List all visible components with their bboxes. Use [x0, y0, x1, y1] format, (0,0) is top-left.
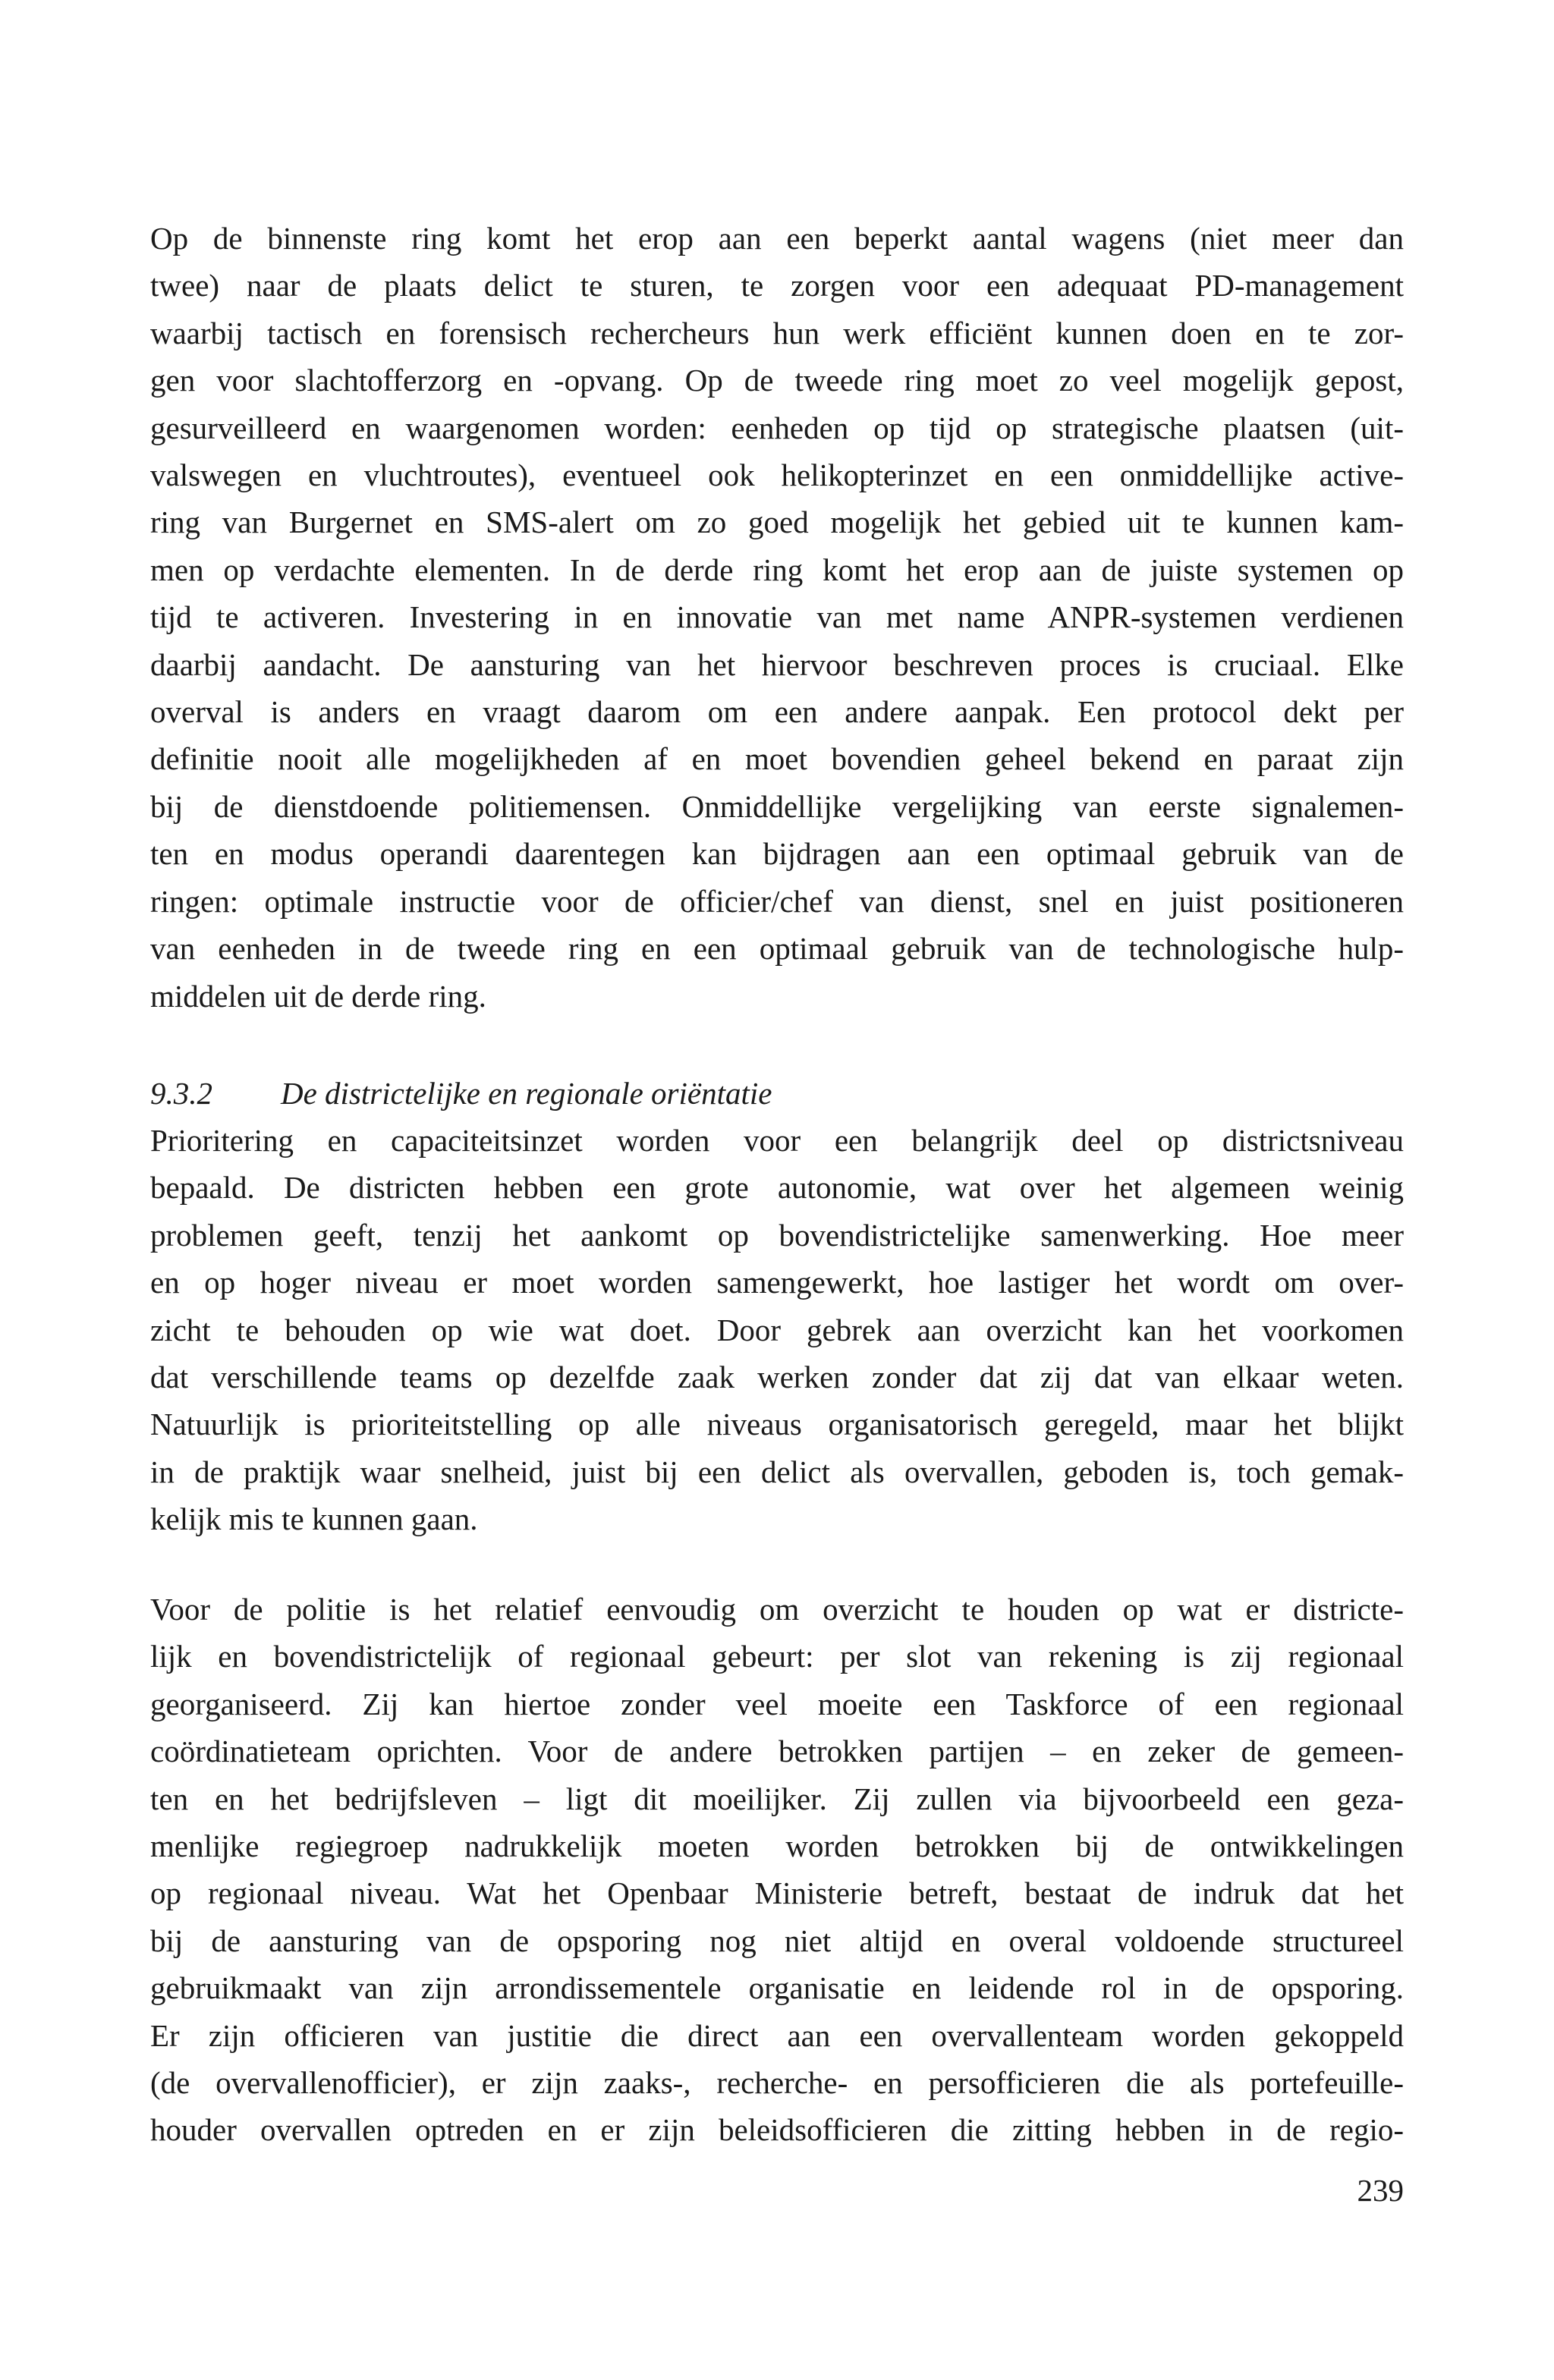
text-line: bij de aansturing van de opsporing nog niet altijd en overal voldoende structureel — [150, 1923, 1404, 1958]
text-line: gesurveilleerd en waargenomen worden: eenheden op tijd op strategische plaatsen (uit- — [150, 410, 1404, 445]
page-number: 239 — [1357, 2173, 1404, 2208]
page-body — [150, 215, 1404, 2148]
text-line: van eenheden in de tweede ring en een optimaal gebruik van de technologische hulp- — [150, 931, 1404, 967]
text-line: (de overvallenofficier), er zijn zaaks-, recherche- en persofficieren die als portefeuille- — [150, 2065, 1404, 2101]
text-line: daarbij aandacht. De aansturing van het hiervoor beschreven proces is cruciaal. Elke — [150, 646, 1404, 682]
section-title: De districtelijke en regionale oriëntatie — [281, 1076, 772, 1111]
text-line: zicht te behouden op wie wat doet. Door gebrek aan overzicht kan het voorkomen — [150, 1312, 1404, 1347]
text-line: op regionaal niveau. Wat het Openbaar Ministerie betreft, bestaat de indruk dat het — [150, 1875, 1404, 1911]
text-line: lijk en bovendistrictelijk of regionaal gebeurt: per slot van rekening is zij regionaal — [150, 1639, 1404, 1674]
text-line: men op verdachte elementen. In de derde ring komt het erop aan de juiste systemen op — [150, 552, 1404, 587]
paragraph-3 — [150, 1586, 1404, 2154]
text-line: ten en modus operandi daarentegen kan bijdragen aan een optimaal gebruik van de — [150, 836, 1404, 872]
text-line: gen voor slachtofferzorg en -opvang. Op de tweede ring moet zo veel mogelijk gepost, — [150, 363, 1404, 398]
text-line: kelijk mis te kunnen gaan. — [150, 1501, 478, 1537]
text-line: ringen: optimale instructie voor de officier/chef van dienst, snel en juist positioneren — [150, 883, 1404, 919]
text-line: Er zijn officieren van justitie die direct aan een overvallenteam worden gekoppeld — [150, 2017, 1404, 2053]
text-line: waarbij tactisch en forensisch rechercheurs hun werk efficiënt kunnen doen en te zor- — [150, 315, 1404, 351]
text-line: twee) naar de plaats delict te sturen, te zorgen voor een adequaat PD-management — [150, 268, 1404, 303]
text-line: definitie nooit alle mogelijkheden af en moet bovendien geheel bekend en paraat zijn — [150, 741, 1404, 777]
text-line: tijd te activeren. Investering in en innovatie van met name ANPR-systemen verdienen — [150, 599, 1404, 635]
text-line: ten en het bedrijfsleven – ligt dit moeilijker. Zij zullen via bijvoorbeeld een geza- — [150, 1781, 1404, 1816]
text-line: Prioritering en capaciteitsinzet worden voor een belangrijk deel op districtsniveau — [150, 1123, 1404, 1158]
text-line: gebruikmaakt van zijn arrondissementele organisatie en leidende rol in de opsporing. — [150, 1970, 1404, 2006]
text-line: overval is anders en vraagt daarom om een andere aanpak. Een protocol dekt per — [150, 694, 1404, 730]
text-line: Op de binnenste ring komt het erop aan een beperkt aantal wagens (niet meer dan — [150, 221, 1404, 256]
text-line: ring van Burgernet en SMS-alert om zo goed mogelijk het gebied uit te kunnen kam- — [150, 505, 1404, 540]
section-heading — [150, 1070, 772, 1117]
text-line: bij de dienstdoende politiemensen. Onmiddellijke vergelijking van eerste signalemen- — [150, 788, 1404, 824]
text-line: houder overvallen optreden en er zijn beleidsofficieren die zitting hebben in de regio- — [150, 2112, 1404, 2148]
text-line: en op hoger niveau er moet worden samengewerkt, hoe lastiger het wordt om over- — [150, 1265, 1404, 1300]
text-line: problemen geeft, tenzij het aankomt op bovendistrictelijke samenwerking. Hoe meer — [150, 1217, 1404, 1253]
paragraph-1 — [150, 215, 1404, 1020]
section-number: 9.3.2 — [150, 1076, 212, 1111]
text-line: Voor de politie is het relatief eenvoudig om overzicht te houden op wat er districte- — [150, 1592, 1404, 1627]
text-line: coördinatieteam oprichten. Voor de andere betrokken partijen – en zeker de gemeen- — [150, 1734, 1404, 1769]
text-line: Natuurlijk is prioriteitstelling op alle niveaus organisatorisch geregeld, maar het blijkt — [150, 1407, 1404, 1442]
text-line: valswegen en vluchtroutes), eventueel ook helikopterinzet en een onmiddellijke active- — [150, 457, 1404, 493]
text-line: menlijke regiegroep nadrukkelijk moeten worden betrokken bij de ontwikkelingen — [150, 1828, 1404, 1864]
paragraph-2 — [150, 1117, 1404, 1543]
text-line: in de praktijk waar snelheid, juist bij een delict als overvallen, geboden is, toch gemak- — [150, 1454, 1404, 1489]
text-line: dat verschillende teams op dezelfde zaak werken zonder dat zij dat van elkaar weten. — [150, 1360, 1404, 1395]
text-line: middelen uit de derde ring. — [150, 978, 486, 1014]
text-line: georganiseerd. Zij kan hiertoe zonder veel moeite een Taskforce of een regionaal — [150, 1686, 1404, 1721]
text-line: bepaald. De districten hebben een grote autonomie, wat over het algemeen weinig — [150, 1170, 1404, 1206]
